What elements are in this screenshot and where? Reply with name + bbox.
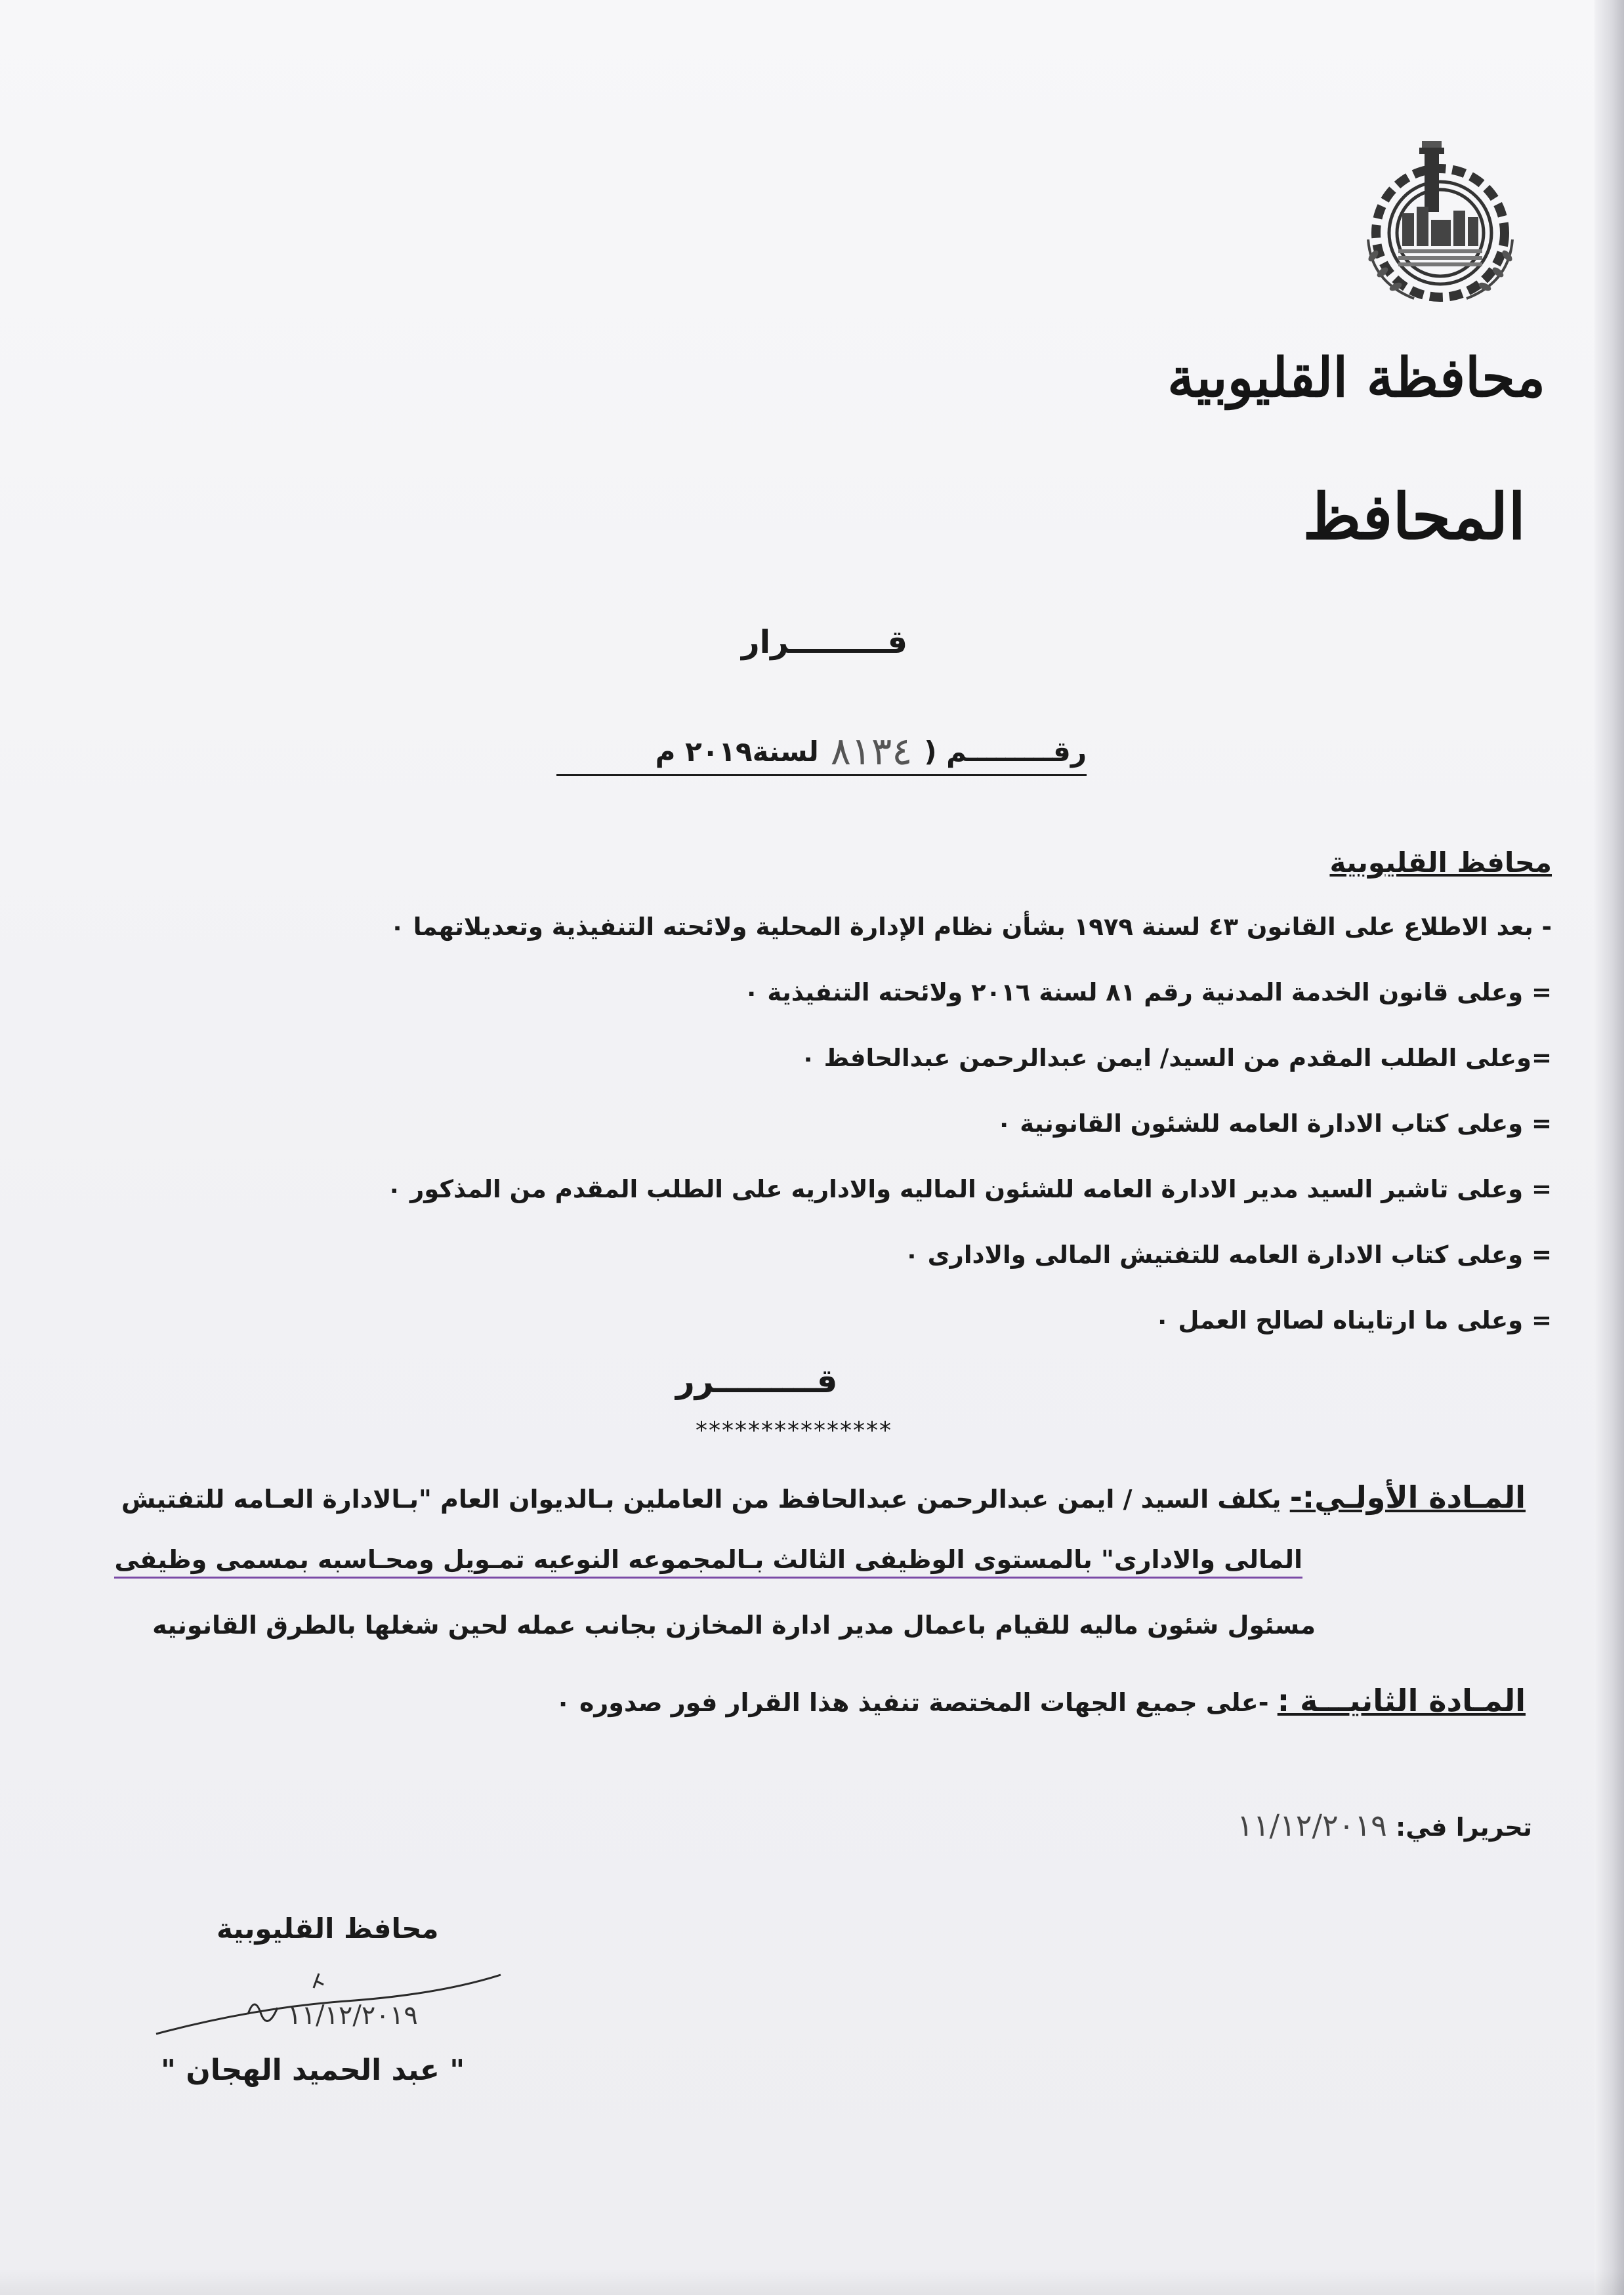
article-1-line-2: المالى والادارى" بالمستوى الوظيفى الثالث بـالمجموعه النوعيه تمـويل ومحـاسبه بمسمى وظيفى: [114, 1545, 1302, 1579]
preamble-heading: محافظ القليوبية: [1329, 846, 1552, 879]
article-1-text: يكلف السيد / ايمن عبدالرحمن عبدالحافظ من العاملين بـالديوان العام "بـالادارة العـامه للتفتيش: [121, 1485, 1281, 1514]
stars-divider: ***************: [696, 1417, 892, 1444]
recital-item: = وعلى ما ارتايناه لصالح العمل ٠: [1154, 1306, 1552, 1334]
recitals-list: [239, 911, 1552, 1370]
page-shadow-right: [1594, 0, 1624, 2295]
page-shadow-bottom: [0, 2269, 1624, 2295]
article-2: [556, 1683, 1526, 1718]
article-2-text: -على جميع الجهات المختصة تنفيذ هذا القرار فور صدوره ٠: [555, 1688, 1269, 1717]
handwritten-signature: [150, 1962, 504, 2054]
article-1-label: المـادة الأولـي:-: [1289, 1479, 1526, 1515]
governorate-emblem-icon: [1342, 141, 1539, 312]
decision-number-line: [556, 728, 1087, 776]
recital-item: = وعلى قانون الخدمة المدنية رقم ٨١ لسنة ٢٠١٦ ولائحته التنفيذية ٠: [743, 978, 1552, 1006]
signatory-name: " عبد الحميد الهجان ": [161, 2054, 465, 2087]
date-line: [1237, 1808, 1532, 1843]
article-1-line-1: [121, 1479, 1526, 1515]
article-2-label: المـادة الثانيـــة :: [1277, 1683, 1526, 1718]
article-1-line-3: مسئول شئون ماليه للقيام باعمال مدير ادارة المخازن بجانب عمله لحين شغلها بالطرق القانونيه: [152, 1611, 1316, 1640]
governor-office-title: المحافظ: [1302, 480, 1526, 554]
decision-number-handwritten: ٨١٣٤: [830, 729, 913, 774]
date-label: تحريرا في:: [1396, 1813, 1532, 1842]
recital-item: - بعد الاطلاع على القانون ٤٣ لسنة ١٩٧٩ بشأن نظام الإدارة المحلية ولائحته التنفيذية وتعديلاتهما ٠: [390, 913, 1552, 941]
recital-item: = وعلى كتاب الادارة العامه للشئون القانونية ٠: [996, 1109, 1552, 1138]
decision-number-prefix: رقـــــــــم (: [924, 735, 1087, 768]
decision-title: قـــــــــرار: [741, 624, 908, 661]
recital-item: = وعلى كتاب الادارة العامه للتفتيش المالى والادارى ٠: [904, 1241, 1552, 1269]
signature-date-handwritten: ١١/١٢/٢٠١٩: [287, 2000, 418, 2031]
decision-year: لسنة٢٠١٩ م: [655, 735, 819, 768]
resolution-heading: قـــــــــرر: [676, 1362, 838, 1400]
signatory-title: محافظ القليوبية: [217, 1912, 439, 1945]
date-handwritten: ١١/١٢/٢٠١٩: [1237, 1808, 1387, 1843]
recital-item: =وعلى الطلب المقدم من السيد/ ايمن عبدالرحمن عبدالحافظ ٠: [801, 1044, 1552, 1072]
recital-item: = وعلى تاشير السيد مدير الادارة العامه للشئون الماليه والاداريه على الطلب المقدم من المذكور ٠: [386, 1175, 1552, 1203]
governorate-name: محافظة القليوبية: [1167, 346, 1545, 409]
